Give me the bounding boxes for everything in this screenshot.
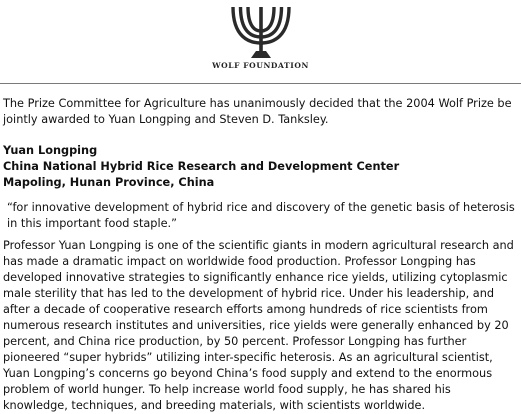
laureate-institution: China National Hybrid Rice Research and Development Center: [3, 160, 400, 173]
intro-paragraph: The Prize Committee for Agriculture has unanimously decided that the 2004 Wolf Prize be jointly awarded to Yuan Longping and Steven D. Tanksley.: [3, 97, 512, 126]
wolf-foundation-logo: [0, 3, 521, 71]
menorah-icon: [229, 3, 293, 61]
laureate-location: Mapoling, Hunan Province, China: [3, 176, 215, 189]
laureate-block: [3, 143, 515, 191]
body-paragraph: Professor Yuan Longping is one of the scientific giants in modern agricultural research and has made a dramatic impact on worldwide food production. Professor Longping has developed innovative strategies to significantly enhance rice yields, utilizing cytoplasmic male sterility that has led to the development of hybrid rice. Under his leadership, and after a decade of cooperative research efforts among hundreds of rice scientists from numerous research institutes and universities, rice yields were generally enhanced by 20 percent, and China rice production, by 50 percent. Professor Longping has further pioneered “super hybrids” utilizing inter-specific heterosis. As an agricultural scientist, Yuan Longping’s concerns go beyond China’s food supply and extend to the enormous problem of world hunger. To help increase world food supply, he has shared his knowledge, techniques, and breeding materials, with scientists worldwide.: [3, 239, 514, 412]
laureate-name: Yuan Longping: [3, 144, 98, 157]
organization-name: WOLF FOUNDATION: [212, 61, 309, 70]
header-divider: [0, 83, 521, 84]
prize-citation: “for innovative development of hybrid rice and discovery of the genetic basis of heterosis in this important food staple.”: [7, 201, 515, 230]
document-content: [3, 96, 515, 414]
